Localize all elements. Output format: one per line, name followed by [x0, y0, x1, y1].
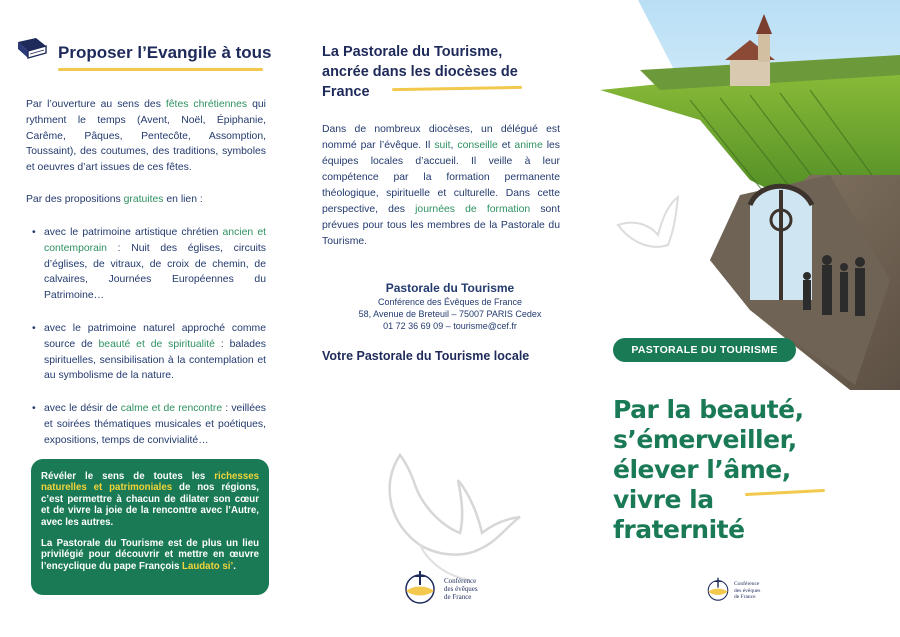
evangile-title: Proposer l’Evangile à tous [58, 43, 272, 62]
contact-phone-email[interactable]: 01 72 36 69 09 – tourisme@cef.fr [383, 321, 517, 331]
diocese-title: La Pastorale du Tourisme, ancrée dans les diocèses de France [322, 44, 518, 100]
local-pastorale: Votre Pastorale du Tourisme locale [322, 349, 530, 363]
bullet-artistic: • avec le patrimoine artistique chrétien ancien et contemporain : Nuit des églises, circuits d’églises, de vitraux, de croix de chemin, de calvaires, Journées Européennes du Patrimoine… [32, 227, 266, 302]
propositions-lead: Par des propositions gratuites en lien : [26, 194, 203, 205]
contact-address: 58, Avenue de Breteuil – 75007 PARIS Cedex [358, 309, 542, 319]
highlight-box: Révéler le sens de toutes les richesses naturelles et patrimoniales de nos régions, c’est permettre à chacun de dilater son cœur et de vivre la joie de la rencontre avec l’Autre, avec les autres. La Pastorale du Tourisme est de plus un lieu privilégié pour découvrir et mettre en œuvre l’encyclique du pape François Laudato si’. [31, 459, 269, 595]
contact-conference: Conférence des Évêques de France [377, 297, 523, 307]
panel-cover: PASTORALE DU TOURISME Par la beauté, s’émerveiller, élever l’âme, vivre la fraternité Conférence des évêques de France [600, 0, 900, 637]
dove-icon [370, 445, 530, 595]
contact-org: Pastorale du Tourisme [385, 281, 515, 295]
title-underline [58, 68, 263, 71]
intro-paragraph: Par l’ouverture au sens des fêtes chrétiennes qui rythment le temps (Avent, Noël, Épiphanie, Carême, Pâques, Pentecôte, Assomption, Toussaint), des coutumes, des traditions, symboles et oeuvres d’art issues de ces fêtes. [26, 99, 266, 174]
pastorale-badge: PASTORALE DU TOURISME [613, 338, 796, 362]
cef-logo-icon [400, 567, 440, 607]
cover-slogan: Par la beauté, s’émerveiller, élever l’âme, vivre la fraternité [613, 395, 804, 544]
bullet-calm: • avec le désir de calme et de rencontre : veillées et soirées thématiques musicales et poétiques, expositions, temps de convivialité… [32, 403, 266, 446]
panel-diocese: La Pastorale du Tourisme, ancrée dans les diocèses de France Dans de nombreux diocèses, un délégué est nommé par l’évêque. Il suit, conseille et anime les équipes locales d’accueil. Il veille à leur compétence par la formation permanente théologique, spirituelle et culturelle. Dans cette perspective, des journées de formation sont prévues pour tous les membres de la Pastorale du Tourisme. Pastorale du Tourisme Conférence des Évêques de France 58, Avenue de Breteuil – 75007 PARIS Cedex 01 72 36 69 09 – tourisme@cef.fr Votre Pastorale du Tourisme locale Conférence des évêques de France [300, 0, 600, 637]
cef-logo-icon [704, 575, 732, 603]
diocese-paragraph: Dans de nombreux diocèses, un délégué est nommé par l’évêque. Il suit, conseille et anime les équipes locales d’accueil. Il veille à leur compétence par la formation permanente théologique, spirituelle et culturelle. Dans cette perspective, des journées de formation sont prévues pour tous les membres de la Pastorale du Tourisme. [322, 124, 560, 247]
bullet-natural: • avec le patrimoine naturel approché comme source de beauté et de spiritualité : balades spirituelles, sensibilisation à la contemplation et au symbolisme de la nature. [32, 323, 266, 382]
contact-block [300, 280, 600, 332]
book-icon [14, 36, 50, 64]
panel-evangile [0, 0, 300, 637]
dove-icon [608, 195, 703, 265]
